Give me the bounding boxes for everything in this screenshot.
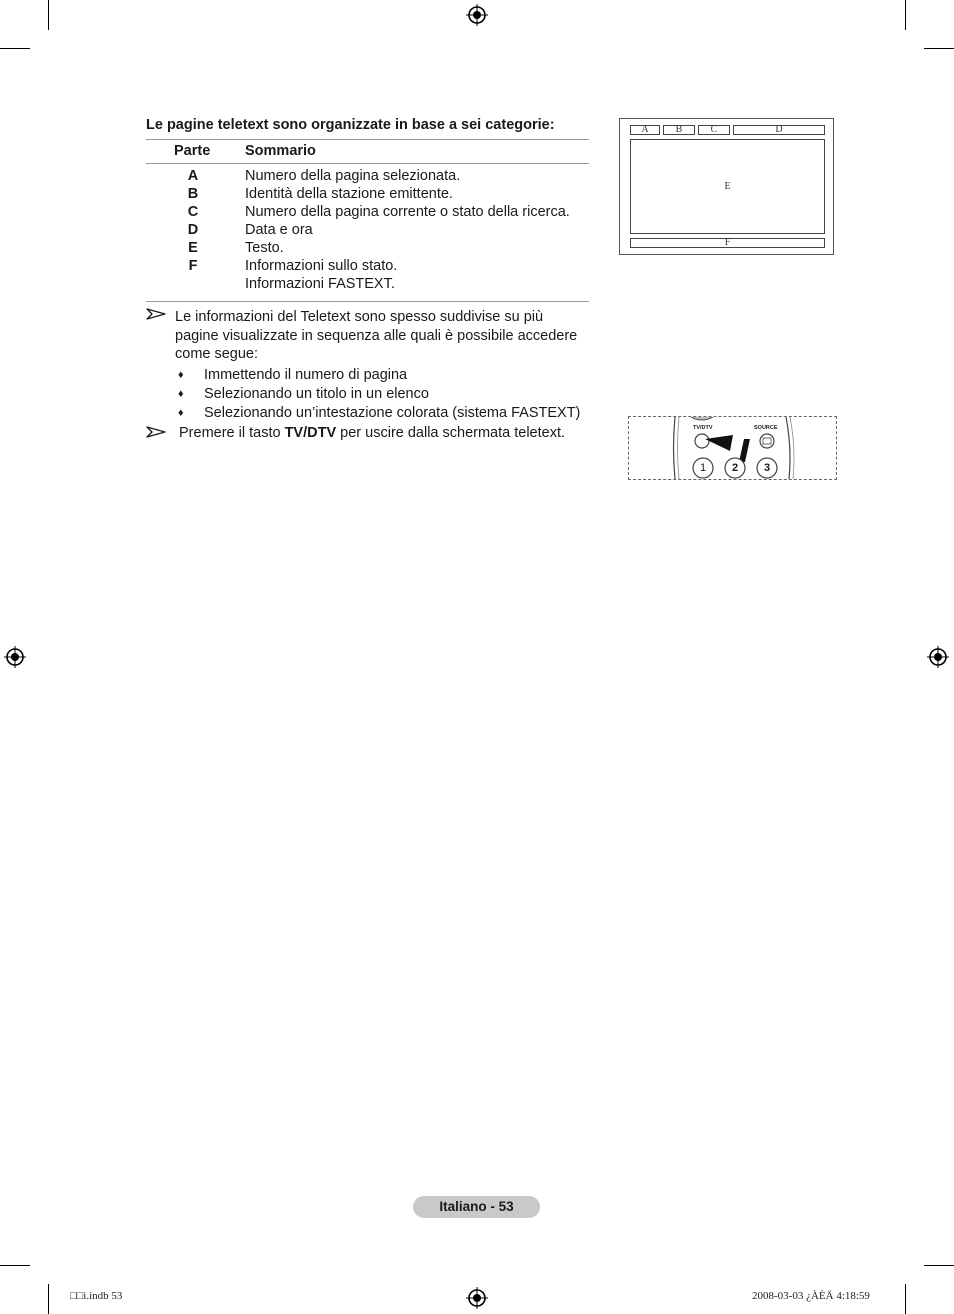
region-e: E xyxy=(630,139,825,234)
region-b: B xyxy=(663,125,695,135)
table-cell-part: D xyxy=(187,222,199,238)
exit-note-pre: Premere il tasto xyxy=(179,425,285,441)
region-a: A xyxy=(630,125,660,135)
note-line: pagine visualizzate in sequenza alle quali è possibile accedere xyxy=(175,327,578,344)
registration-mark-icon xyxy=(466,1287,488,1309)
region-c: C xyxy=(698,125,730,135)
crop-mark xyxy=(905,0,906,30)
page-number-badge: Italiano - 53 xyxy=(413,1196,540,1218)
note-text xyxy=(175,308,577,364)
table-cell-summary: Numero della pagina selezionata. xyxy=(245,168,461,184)
number-key-2: 2 xyxy=(731,462,739,474)
table-rule-top xyxy=(146,139,589,140)
list-item: Immettendo il numero di pagina xyxy=(204,367,408,383)
crop-mark xyxy=(0,48,30,49)
registration-mark-icon xyxy=(4,646,26,668)
source-button-label: SOURCE xyxy=(754,425,778,431)
note-line: come segue: xyxy=(175,346,259,362)
tvdtv-button-label: TV/DTV xyxy=(693,425,713,431)
table-rule-header xyxy=(146,163,589,164)
table-rule-bottom xyxy=(146,301,589,302)
number-key-3: 3 xyxy=(763,462,771,474)
registration-mark-icon xyxy=(466,4,488,26)
table-cell-part: E xyxy=(188,240,198,256)
crop-mark xyxy=(924,1265,954,1266)
print-slug-left: □□i.indb 53 xyxy=(70,1290,123,1302)
table-part-column xyxy=(184,167,202,293)
note-arrow-icon xyxy=(146,308,166,320)
tvdtv-key-label: TV/DTV xyxy=(284,425,337,441)
diamond-bullet-icon: ♦ xyxy=(178,407,184,419)
table-cell-part: A xyxy=(187,168,199,184)
crop-mark xyxy=(48,0,49,30)
section-heading: Le pagine teletext sono organizzate in base a sei categorie: xyxy=(146,117,555,133)
crop-mark xyxy=(48,1284,49,1314)
table-cell-part: C xyxy=(187,204,199,220)
list-item: Selezionando un’intestazione colorata (sistema FASTEXT) xyxy=(204,405,581,421)
table-cell-part xyxy=(184,275,202,293)
registration-mark-icon xyxy=(927,646,949,668)
table-cell-summary: Informazioni sullo stato. xyxy=(245,258,398,274)
table-cell-summary: Informazioni FASTEXT. xyxy=(245,276,395,292)
table-cell-summary: Identità della stazione emittente. xyxy=(245,186,453,202)
crop-mark xyxy=(0,1265,30,1266)
diamond-bullet-icon: ♦ xyxy=(178,388,184,400)
number-key-1: 1 xyxy=(699,462,707,474)
print-slug-right: 2008-03-03 ¿ÀÈÄ 4:18:59 xyxy=(752,1290,870,1302)
table-cell-summary: Data e ora xyxy=(245,222,313,238)
region-f: F xyxy=(630,238,825,248)
note-line: Le informazioni del Teletext sono spesso suddivise su più xyxy=(175,309,544,325)
region-d: D xyxy=(733,125,825,135)
note-arrow-icon xyxy=(146,426,166,438)
list-item: Selezionando un titolo in un elenco xyxy=(204,386,429,402)
diamond-bullet-icon: ♦ xyxy=(178,369,184,381)
crop-mark xyxy=(905,1284,906,1314)
crop-mark xyxy=(924,48,954,49)
table-header-summary: Sommario xyxy=(245,143,316,159)
table-cell-part: F xyxy=(188,258,198,274)
remote-illustration xyxy=(628,416,837,480)
exit-note xyxy=(179,424,565,443)
table-cell-summary: Numero della pagina corrente o stato della ricerca. xyxy=(245,204,570,220)
table-summary-column xyxy=(245,167,570,293)
table-header-part: Parte xyxy=(174,143,211,159)
table-cell-part: B xyxy=(187,186,199,202)
teletext-screen-diagram xyxy=(619,118,834,255)
exit-note-post: per uscire dalla schermata teletext. xyxy=(336,425,566,441)
table-cell-summary: Testo. xyxy=(245,240,284,256)
